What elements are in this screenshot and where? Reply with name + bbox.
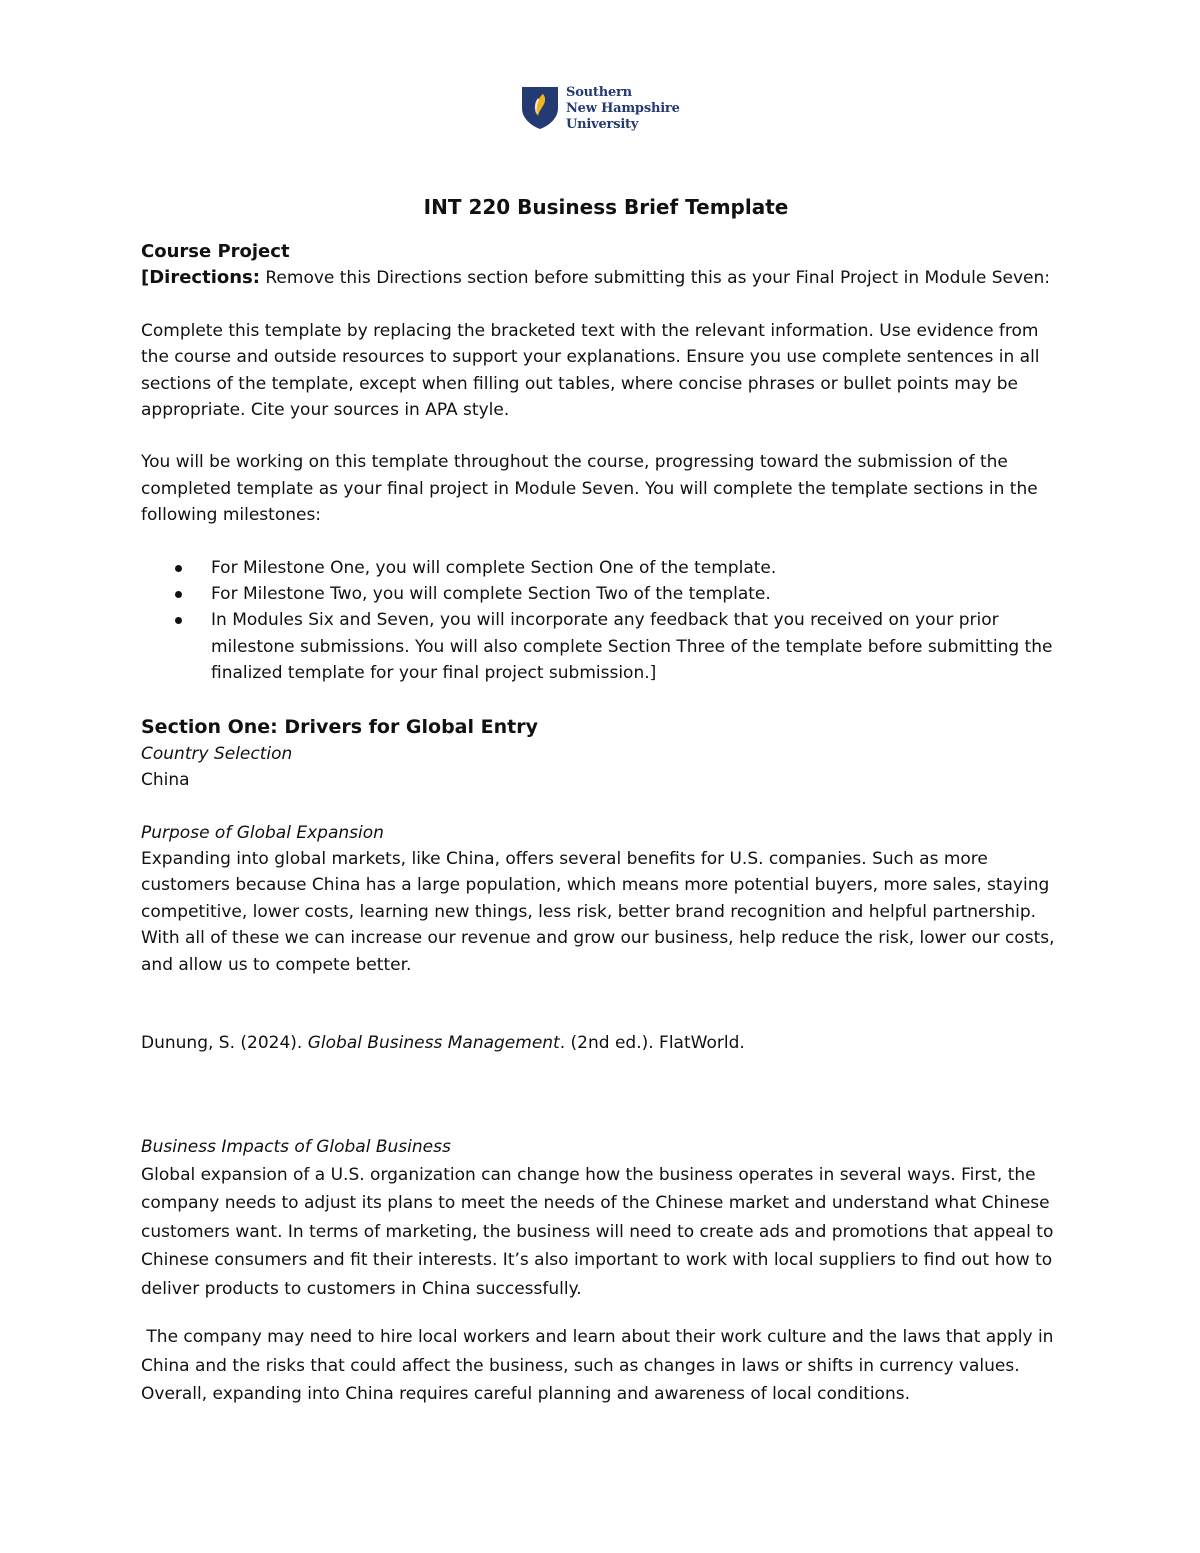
citation-suffix: . (2nd ed.). FlatWorld. bbox=[559, 1032, 745, 1053]
directions-text: Remove this Directions section before submitting this as your Final Project in Module Seven: bbox=[259, 268, 1050, 289]
milestone-list bbox=[141, 555, 1071, 687]
directions-label: [Directions: bbox=[141, 267, 260, 289]
list-item bbox=[141, 607, 1071, 686]
document-body bbox=[141, 188, 1071, 1409]
list-item bbox=[141, 581, 1071, 607]
bullet-icon bbox=[175, 565, 182, 572]
list-item-text: For Milestone Two, you will complete Section Two of the template. bbox=[211, 584, 771, 605]
logo-wordmark bbox=[566, 85, 680, 133]
logo-line-2: New Hampshire bbox=[566, 101, 680, 116]
citation-prefix: Dunung, S. (2024). bbox=[141, 1032, 308, 1053]
list-item-text: In Modules Six and Seven, you will incorporate any feedback that you received on your prior milestone submissions. You will also complete Section Three of the template before submitting the finalized template for your final project submission.] bbox=[211, 610, 1053, 684]
purpose-label: Purpose of Global Expansion bbox=[141, 822, 384, 843]
country-selection-value: China bbox=[141, 770, 190, 791]
logo-line-3: University bbox=[566, 117, 639, 132]
course-project-heading: Course Project bbox=[141, 241, 290, 262]
list-item bbox=[141, 555, 1071, 581]
bullet-icon bbox=[175, 617, 182, 624]
business-impacts-label: Business Impacts of Global Business bbox=[141, 1137, 451, 1158]
impacts-block bbox=[141, 1134, 1071, 1408]
shield-logo-icon bbox=[520, 84, 560, 130]
directions-paragraph-2: You will be working on this template throughout the course, progressing toward the submission of the completed template as your final project in Module Seven. You will complete the template sections in the following milestones: bbox=[141, 452, 1038, 526]
directions-paragraph-1: Complete this template by replacing the bracketed text with the relevant information. Use evidence from the course and outside resources to support your explanations. Ensure you use complete sentences in all sections of the template, except when filling out tables, where concise phrases or bullet points may be appropriate. Cite your sources in APA style. bbox=[141, 320, 1040, 421]
section-one-heading: Section One: Drivers for Global Entry bbox=[141, 715, 538, 738]
bullet-icon bbox=[175, 591, 182, 598]
university-logo bbox=[520, 84, 690, 134]
country-selection-label: Country Selection bbox=[141, 743, 293, 764]
directions-intro bbox=[141, 265, 1071, 291]
list-item-text: For Milestone One, you will complete Section One of the template. bbox=[211, 557, 777, 578]
purpose-paragraph: Expanding into global markets, like China, offers several benefits for U.S. companies. Such as more customers because China has a large population, which means more potential buyers, more sales, staying competitive, lower costs, learning new things, less risk, better brand recognition and helpful partnership. With all of these we can increase our revenue and grow our business, help reduce the risk, lower our costs, and allow us to compete better. bbox=[141, 848, 1055, 975]
citation bbox=[141, 1030, 1071, 1056]
citation-title: Global Business Management bbox=[307, 1032, 560, 1053]
impacts-paragraph-1: Global expansion of a U.S. organization can change how the business operates in several ways. First, the company needs to adjust its plans to meet the needs of the Chinese market and understand what Chinese customers want. In terms of marketing, the business will need to create ads and promotions that appeal to Chinese consumers and fit their interests. It’s also important to work with local suppliers to find out how to deliver products to customers in China successfully. bbox=[141, 1164, 1054, 1299]
document-title: INT 220 Business Brief Template bbox=[423, 195, 789, 219]
logo-line-1: Southern bbox=[566, 85, 632, 100]
impacts-paragraph-2: The company may need to hire local workers and learn about their work culture and the laws that apply in China and the risks that could affect the business, such as changes in laws or shifts in currency values. Overall, expanding into China requires careful planning and awareness of local conditions. bbox=[141, 1327, 1059, 1405]
